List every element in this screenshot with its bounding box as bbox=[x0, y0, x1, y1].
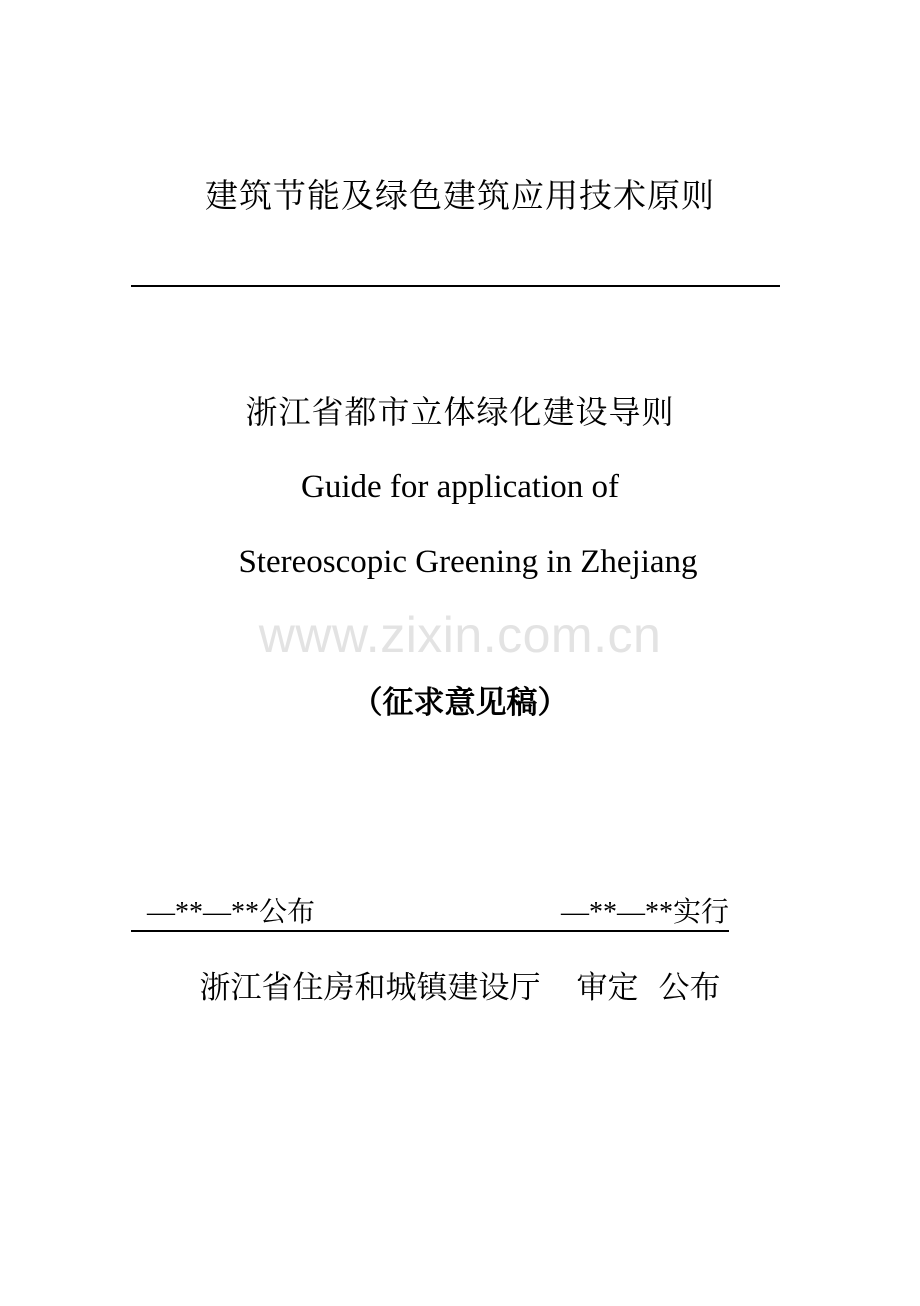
dates-row bbox=[131, 896, 729, 932]
issuer-approve: 审定 bbox=[576, 970, 639, 1006]
publish-date: —**—**公布 bbox=[147, 897, 316, 928]
document-title-english-line-2: Stereoscopic Greening in Zhejiang bbox=[238, 544, 698, 580]
issuer-name: 浙江省住房和城镇建设厅 bbox=[199, 970, 541, 1006]
document-title-chinese: 浙江省都市立体绿化建设导则 bbox=[245, 393, 675, 431]
series-title: 建筑节能及绿色建筑应用技术原则 bbox=[205, 176, 715, 215]
effective-date: —**—**实行 bbox=[560, 897, 729, 928]
watermark: www.zixin.com.cn bbox=[258, 607, 662, 663]
document-title-english-line-1: Guide for application of bbox=[301, 469, 619, 505]
draft-status: （征求意见稿） bbox=[351, 685, 569, 721]
top-divider bbox=[131, 285, 780, 287]
issuer-publish: 公布 bbox=[658, 970, 721, 1006]
issuer-line bbox=[0, 965, 920, 1011]
